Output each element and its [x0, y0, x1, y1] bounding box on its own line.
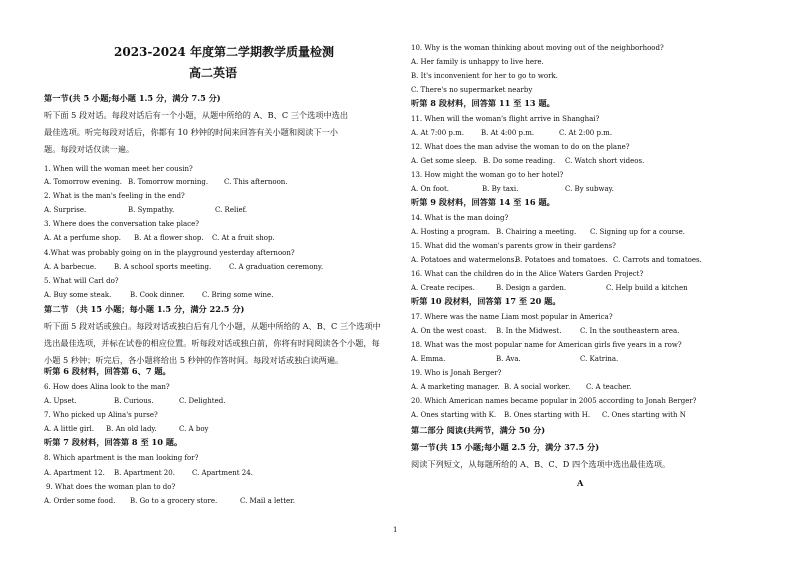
option-a: A. A little girl. — [44, 425, 95, 433]
question-2-options — [44, 206, 247, 215]
question-5: 5. What will Carl do? — [44, 277, 119, 285]
question-11-options — [411, 129, 612, 138]
question-7-options — [44, 425, 209, 434]
exam-title: 2023-2024 年度第二学期教学质量检测 — [114, 45, 334, 59]
option-c: C. Mail a letter. — [240, 497, 295, 505]
option-c: C. By subway. — [565, 185, 614, 193]
question-13: 13. How might the woman go to her hotel? — [411, 171, 564, 179]
option-c: C. Delighted. — [179, 397, 226, 405]
question-12-options — [411, 157, 644, 166]
option-c: C. Apartment 24. — [192, 469, 253, 477]
option-b: B. Curious. — [114, 397, 154, 405]
question-16-options — [411, 284, 688, 293]
question-6: 6. How does Alina look to the man? — [44, 383, 170, 391]
option-b: B. Go to a grocery store. — [130, 497, 218, 505]
question-10-option-c: C. There's no supermarket nearby — [411, 86, 533, 94]
material-8-heading: 听第 8 段材料，回答第 11 至 13 题。 — [411, 98, 555, 108]
question-18: 18. What was the most popular name for American girls five years in a row? — [411, 341, 682, 349]
option-c: C. This afternoon. — [224, 178, 288, 186]
question-5-options — [44, 291, 273, 300]
section1-heading: 第一节(共 5 小题;每小题 1.5 分，满分 7.5 分) — [44, 93, 221, 103]
option-b: B. At a flower shop. — [134, 234, 204, 242]
option-a: A. Upset. — [44, 397, 77, 405]
material-9-heading: 听第 9 段材料，回答第 14 至 16 题。 — [411, 197, 555, 207]
part2-section1-heading: 第一节(共 15 小题;每小题 2.5 分，满分 37.5 分) — [411, 442, 600, 452]
option-a: A. Apartment 12. — [44, 469, 105, 477]
material-6-heading: 听第 6 段材料，回答第 6、7 题。 — [44, 366, 171, 376]
question-19-options — [411, 383, 631, 392]
material-7-heading: 听第 7 段材料，回答第 8 至 10 题。 — [44, 437, 183, 447]
passage-a-label: A — [577, 478, 584, 488]
option-c: C. Relief. — [215, 206, 248, 214]
option-b: B. Potatoes and tomatoes. — [515, 256, 608, 264]
question-8-options — [44, 469, 253, 478]
option-a: A. At a perfume shop. — [44, 234, 121, 242]
section2-instruction-line3: 小题 5 秒钟；听完后，各小题将给出 5 秒钟的作答时间。每段对话或独白读两遍。 — [44, 355, 344, 365]
section1-instruction-line1: 听下面 5 段对话。每段对话后有一个小题，从题中所给的 A、B、C 三个选项中选出 — [44, 110, 349, 120]
question-16: 16. What can the children do in the Alice Waters Garden Project? — [411, 270, 644, 278]
option-b: B. Cook dinner. — [130, 291, 185, 299]
question-3: 3. Where does the conversation take place? — [44, 220, 199, 228]
option-c: C. Help build a kitchen — [606, 284, 688, 292]
option-c: C. At 2:00 p.m. — [559, 129, 613, 137]
option-a: A. Order some food. — [44, 497, 116, 505]
option-a: A. Surprise. — [44, 206, 87, 214]
question-6-options — [44, 397, 225, 406]
option-a: A. Get some sleep. — [411, 157, 477, 165]
question-10-option-a: A. Her family is unhappy to live here. — [411, 58, 544, 66]
question-14-options — [411, 228, 685, 237]
question-9-options — [44, 497, 295, 506]
question-7: 7. Who picked up Alina's purse? — [44, 411, 158, 419]
question-17: 17. Where was the name Liam most popular in America? — [411, 313, 613, 321]
option-a: A. A barbecue. — [44, 263, 97, 271]
part2-heading: 第二部分 阅读(共两节，满分 50 分) — [411, 425, 546, 435]
option-a: A. Create recipes. — [411, 284, 475, 292]
option-c: C. A graduation ceremony. — [229, 263, 324, 271]
option-c: C. A boy — [179, 425, 209, 433]
section1-instruction-line2: 最佳选项。听完每段对话后，你都有 10 秒钟的时间来回答有关小题和阅读下一小 — [44, 127, 338, 137]
option-c: C. Bring some wine. — [202, 291, 274, 299]
question-20-options — [411, 411, 686, 420]
question-17-options — [411, 327, 679, 336]
option-a: A. At 7:00 p.m. — [411, 129, 464, 137]
option-a: A. Ones starting with K. — [411, 411, 497, 419]
option-a: A. Potatoes and watermelons. — [411, 256, 517, 264]
option-b: B. Ones starting with H. — [504, 411, 591, 419]
question-3-options — [44, 234, 275, 243]
option-a: A. On foot. — [411, 185, 450, 193]
question-13-options — [411, 185, 614, 194]
option-c: C. Signing up for a course. — [590, 228, 685, 236]
section2-instruction-line2: 选出最佳选项，并标在试卷的相应位置。听每段对话或独白前，你将有时间阅读各个小题，每 — [44, 338, 380, 348]
option-b: B. A school sports meeting. — [114, 263, 212, 271]
question-4: 4.What was probably going on in the playground yesterday afternoon? — [44, 249, 295, 257]
option-b: B. Sympathy. — [128, 206, 175, 214]
option-c: C. A teacher. — [586, 383, 632, 391]
exam-subject: 高二英语 — [189, 66, 238, 80]
question-8: 8. Which apartment is the man looking for? — [44, 454, 199, 462]
part2-instruction: 阅读下列短文，从每题所给的 A、B、C、D 四个选项中选出最佳选项。 — [411, 459, 671, 469]
option-a: A. On the west coast. — [411, 327, 487, 335]
option-a: A. A marketing manager. — [411, 383, 500, 391]
option-b: B. Ava. — [496, 355, 521, 363]
question-2: 2. What is the man's feeling in the end? — [44, 192, 185, 200]
option-b: B. An old lady. — [106, 425, 157, 433]
option-c: C. Carrots and tomatoes. — [613, 256, 702, 264]
question-15: 15. What did the woman's parents grow in their gardens? — [411, 242, 616, 250]
question-19: 19. Who is Jonah Berger? — [411, 369, 502, 377]
option-c: C. In the southeastern area. — [580, 327, 680, 335]
option-a: A. Tomorrow evening. — [44, 178, 123, 186]
question-20: 20. Which American names became popular in 2005 according to Jonah Berger? — [411, 397, 697, 405]
question-12: 12. What does the man advise the woman to do on the plane? — [411, 143, 630, 151]
question-1-options — [44, 178, 288, 187]
question-9: 9. What does the woman plan to do? — [46, 483, 176, 491]
option-b: B. Design a garden. — [496, 284, 567, 292]
option-b: B. By taxi. — [482, 185, 519, 193]
question-1: 1. When will the woman meet her cousin? — [44, 165, 193, 173]
question-15-options — [411, 256, 702, 265]
page-number: 1 — [393, 526, 398, 534]
option-c: C. Ones starting with N — [602, 411, 686, 419]
option-a: A. Emma. — [411, 355, 446, 363]
question-11: 11. When will the woman's flight arrive in Shanghai? — [411, 115, 600, 123]
question-14: 14. What is the man doing? — [411, 214, 509, 222]
section2-instruction-line1: 听下面 5 段对话或独白。每段对话或独白后有几个小题，从题中所给的 A、B、C 三个选项中 — [44, 321, 381, 331]
question-4-options — [44, 263, 323, 272]
option-c: C. At a fruit shop. — [212, 234, 275, 242]
option-c: C. Watch short videos. — [565, 157, 645, 165]
option-b: B. Do some reading. — [483, 157, 556, 165]
section2-heading: 第二节 （共 15 小题；每小题 1.5 分，满分 22.5 分) — [44, 304, 245, 314]
question-10: 10. Why is the woman thinking about moving out of the neighborhood? — [411, 44, 664, 52]
option-c: C. Katrina. — [580, 355, 619, 363]
option-b: B. Apartment 20. — [114, 469, 175, 477]
option-b: B. Tomorrow morning. — [128, 178, 209, 186]
question-10-option-b: B. It's inconvenient for her to go to work. — [411, 72, 558, 80]
option-a: A. Hosting a program. — [411, 228, 490, 236]
option-b: B. Chairing a meeting. — [496, 228, 577, 236]
option-b: B. In the Midwest. — [496, 327, 562, 335]
section1-instruction-line3: 题。每段对话仅读一遍。 — [44, 144, 135, 154]
question-18-options — [411, 355, 618, 364]
option-b: B. At 4:00 p.m. — [481, 129, 535, 137]
option-b: B. A social worker. — [504, 383, 571, 391]
material-10-heading: 听第 10 段材料，回答第 17 至 20 题。 — [411, 296, 561, 306]
option-a: A. Buy some steak. — [44, 291, 112, 299]
